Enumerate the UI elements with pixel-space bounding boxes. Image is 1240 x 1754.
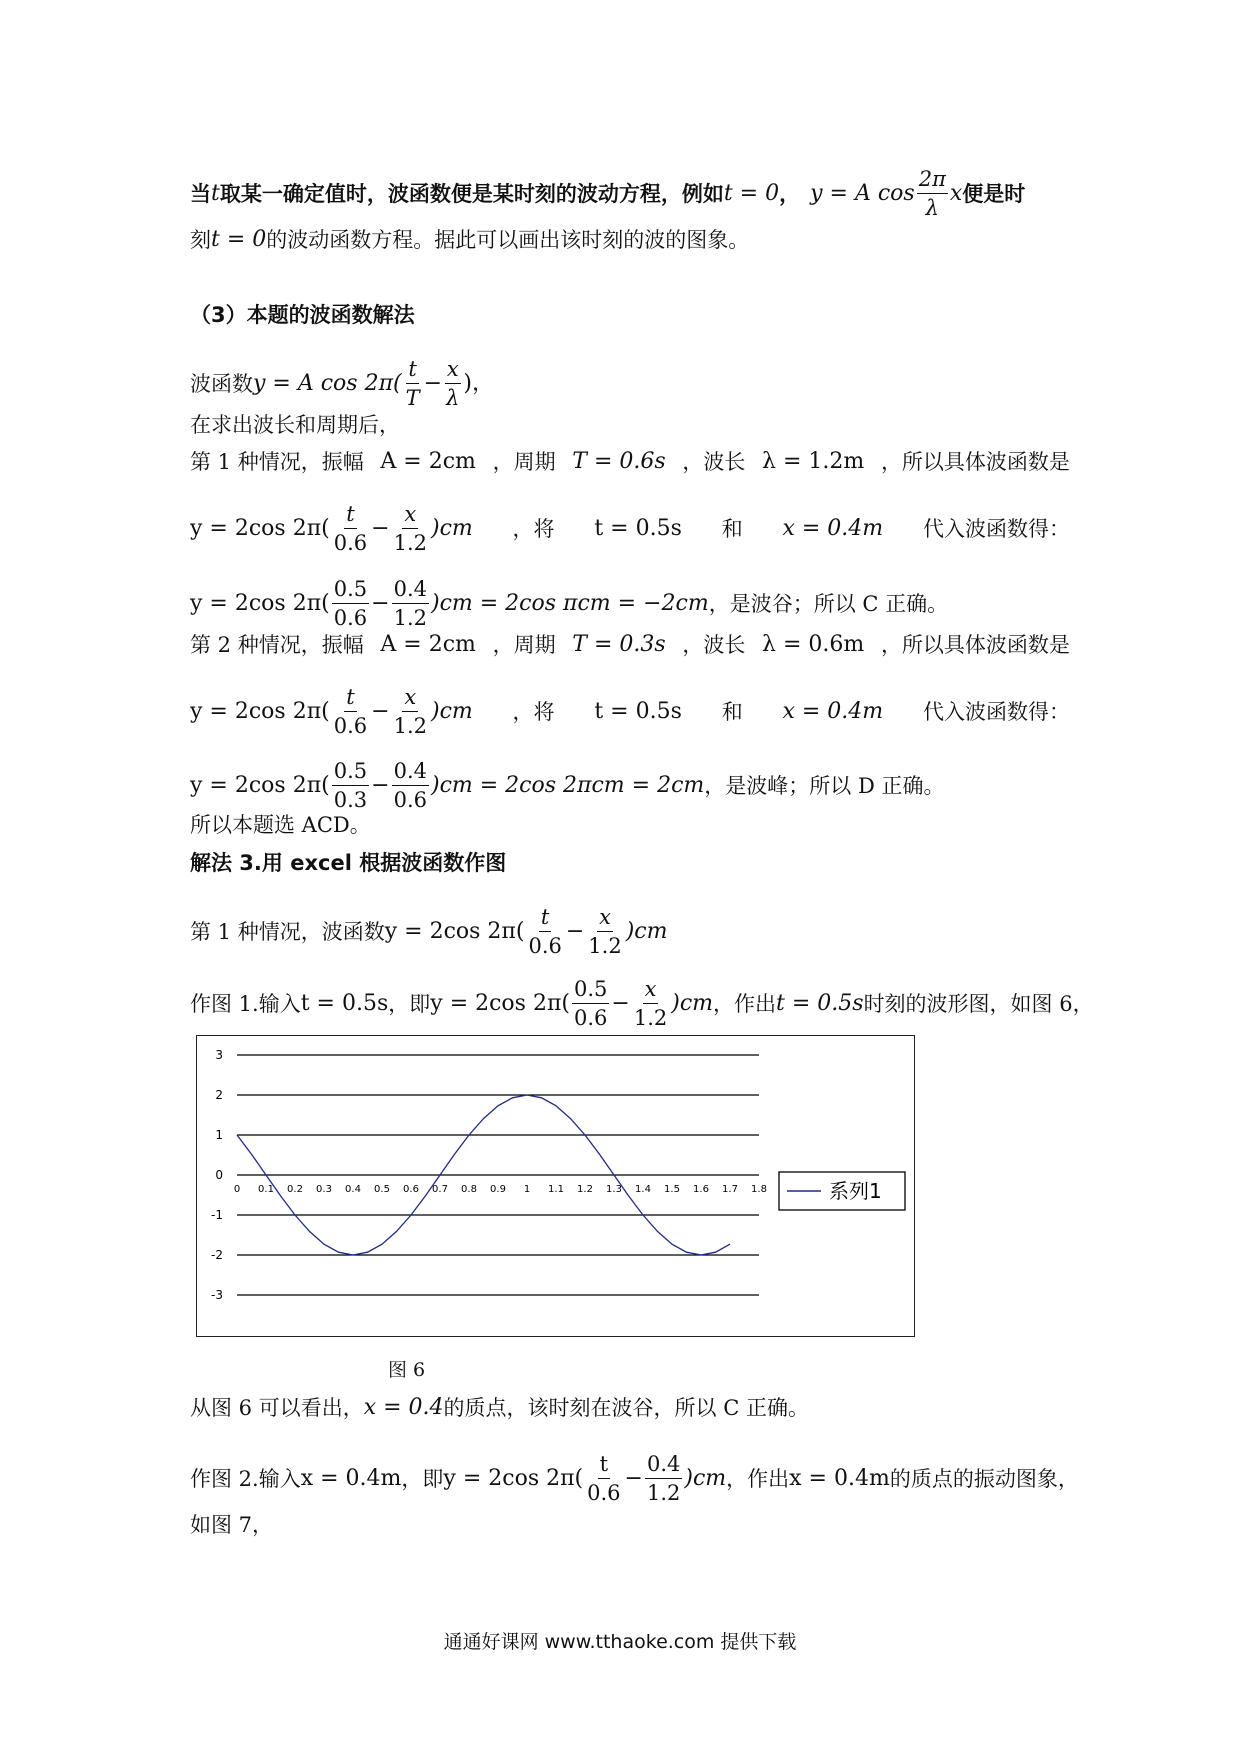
figure-2-instruction [190, 1450, 1079, 1507]
eq-end: )cm = 2cos 2πcm = 2cm [430, 772, 705, 798]
fraction [917, 165, 948, 222]
wavelength: λ = 0.6m [762, 632, 865, 657]
denominator: 1.2 [633, 1006, 668, 1030]
text: 刻 [190, 228, 211, 252]
denominator: 0.6 [333, 714, 368, 738]
text: 的质点，该时刻在波谷，所以 C 正确。 [443, 1396, 809, 1420]
x-tick-label: 1.7 [722, 1184, 738, 1195]
text: ，是波峰；所以 D 正确。 [704, 773, 945, 798]
eq-left: y = 2cos 2π( [190, 590, 330, 616]
legend-label: 系列1 [829, 1179, 882, 1203]
minus: − [565, 918, 585, 944]
text: 代入波函数得： [922, 516, 1070, 541]
x-tick-label: 0.2 [287, 1184, 303, 1195]
x-tick-label: 0.3 [316, 1184, 332, 1195]
numerator: x [643, 975, 659, 1004]
eq-left: y = 2cos 2π( [443, 1465, 584, 1491]
x-value: x = 0.4m [300, 1465, 402, 1491]
eq-left: y = 2cos 2π( [190, 698, 330, 724]
chart-svg [197, 1036, 913, 1335]
denominator: T [405, 386, 420, 410]
figure-1-instruction [190, 975, 1094, 1032]
eq-end: )， [463, 370, 494, 396]
x-tick-label: 0.5 [374, 1184, 390, 1195]
case-2-line [190, 630, 1070, 660]
minus: − [624, 1465, 643, 1491]
eq-left: y = A cos 2π( [253, 370, 402, 396]
period: T = 0.3s [572, 632, 666, 657]
denominator: 0.6 [333, 531, 368, 555]
paragraph-after-solving [190, 410, 1070, 440]
fraction [392, 500, 429, 557]
x-tick-label: 0 [233, 1184, 241, 1195]
case-1-result-line [190, 575, 1070, 632]
eq-x: x [949, 180, 963, 206]
fraction [645, 1450, 682, 1507]
eq-left: y = A cos [810, 180, 915, 206]
fraction [392, 683, 429, 740]
equation-y-acos [810, 165, 962, 222]
equation [190, 575, 709, 632]
denominator: 0.6 [587, 1481, 621, 1505]
text: 第 1 种情况，波函数 [190, 919, 385, 944]
equation-wave-function [253, 355, 494, 412]
x-tick-label: 1.3 [606, 1184, 622, 1195]
figure-caption: 图 6 [388, 1359, 426, 1381]
numerator: t [344, 500, 356, 529]
denominator: 1.2 [646, 1481, 681, 1505]
numerator: 0.5 [572, 975, 609, 1004]
method-3-heading [190, 848, 1070, 878]
text: 如图 7， [190, 1513, 274, 1537]
text: ，即 [388, 991, 431, 1016]
text: ，所以具体波函数是 [880, 450, 1070, 474]
x-value: x = 0.4m [782, 698, 884, 724]
minus: − [371, 590, 390, 616]
denominator: 0.6 [333, 606, 368, 630]
math-t: t [211, 180, 220, 206]
case-2-equation-line [190, 683, 1070, 740]
equation [190, 757, 704, 814]
denominator: 1.2 [393, 714, 427, 738]
denominator: λ [446, 386, 460, 410]
text: ，作出 [726, 1466, 790, 1491]
text: ，是波谷；所以 C 正确。 [708, 591, 949, 616]
method-3-case-1-line [190, 903, 1070, 960]
denominator: 0.6 [393, 788, 427, 812]
numerator: x [445, 355, 461, 384]
numerator: 0.5 [332, 575, 369, 604]
text: 当 [190, 181, 211, 206]
eq-end: )cm [430, 698, 473, 724]
equation [190, 500, 473, 557]
x-tick-label: 0.6 [403, 1184, 419, 1195]
minus: − [371, 698, 390, 724]
numerator: x [597, 903, 613, 932]
fraction [332, 500, 369, 557]
text: 的质点的振动图象， [889, 1466, 1079, 1491]
eq-left: y = 2cos 2π( [190, 515, 330, 541]
text: ，波长 [682, 450, 746, 474]
heading-text: 解法 3.用 excel 根据波函数作图 [190, 851, 507, 875]
y-tick-label: 3 [215, 1048, 223, 1062]
numerator: 0.4 [392, 757, 429, 786]
y-tick-label: 1 [215, 1128, 223, 1142]
text: 和 [721, 699, 743, 724]
fraction [572, 975, 609, 1032]
paragraph-line-2 [190, 225, 1070, 255]
eq-left: y = 2cos 2π( [190, 772, 330, 798]
fraction [332, 575, 369, 632]
y-tick-label: 2 [215, 1088, 223, 1102]
text: 第 2 种情况，振幅 [190, 633, 364, 657]
equation [385, 903, 668, 960]
x-tick-label: 1 [523, 1184, 531, 1195]
conclusion-line [190, 810, 1070, 840]
figure-6-chart [196, 1035, 915, 1337]
eq-end: )cm [430, 515, 473, 541]
denominator: 1.2 [393, 606, 427, 630]
eq-left: y = 2cos 2π( [430, 990, 570, 1016]
eq-left: y = 2cos 2π( [384, 918, 525, 944]
x-value: x = 0.4m [789, 1465, 890, 1491]
x-value: x = 0.4m [782, 515, 884, 541]
fraction [392, 757, 429, 814]
case-2-result-line [190, 757, 1070, 814]
text: ，周期 [492, 633, 556, 657]
y-tick-label: 0 [215, 1168, 223, 1182]
fraction [586, 903, 623, 960]
section-heading-3 [190, 300, 1070, 330]
text: 的波动函数方程。据此可以画出该时刻的波的图象。 [266, 228, 750, 252]
eq-end: )cm [684, 1465, 727, 1491]
fraction [392, 575, 429, 632]
eq-end: )cm [671, 990, 714, 1016]
numerator: t [598, 1450, 610, 1479]
text: 第 1 种情况，振幅 [190, 450, 364, 474]
numerator: t [344, 683, 356, 712]
x-tick-label: 0.1 [258, 1184, 274, 1195]
equation [190, 683, 473, 740]
fraction [332, 757, 369, 814]
text: ，将 [512, 699, 555, 724]
text: ，波长 [682, 633, 746, 657]
t-value: t = 0.5s [594, 698, 682, 724]
numerator: t [406, 355, 418, 384]
text: ，将 [512, 516, 555, 541]
fraction [404, 355, 422, 412]
figure-7-reference [190, 1510, 1070, 1540]
fraction [585, 1450, 622, 1507]
equation [443, 1450, 726, 1507]
y-tick-label: -1 [211, 1208, 223, 1222]
denominator: λ [925, 196, 939, 220]
minus: − [371, 772, 390, 798]
amplitude: A = 2cm [380, 449, 476, 474]
x-tick-label: 1.1 [548, 1184, 564, 1195]
text: 从图 6 可以看出， [190, 1396, 364, 1420]
eq-end: )cm [625, 918, 668, 944]
wavelength: λ = 1.2m [762, 449, 865, 474]
text: 取某一确定值时，波函数便是某时刻的波动方程，例如 [219, 181, 724, 206]
fraction [526, 903, 563, 960]
x-tick-label: 0.4 [345, 1184, 361, 1195]
x-value: x = 0.4 [363, 1395, 444, 1420]
text: 和 [721, 516, 743, 541]
numerator: 2π [917, 165, 948, 194]
denominator: 1.2 [588, 934, 622, 958]
t-value: t = 0.5s [776, 990, 864, 1016]
t-value: t = 0.5s [300, 990, 389, 1016]
text: ，作出 [713, 991, 777, 1016]
denominator: 0.3 [333, 788, 368, 812]
text: 时刻的波形图，如图 6， [863, 991, 1094, 1016]
text: 所以本题选 ACD。 [190, 813, 371, 837]
eq-end: )cm = 2cos πcm = −2cm [430, 590, 709, 616]
numerator: x [402, 683, 418, 712]
text: ， [779, 181, 801, 206]
paragraph-wave-equation-intro [190, 165, 1070, 222]
x-tick-label: 1.6 [693, 1184, 709, 1195]
text: ，所以具体波函数是 [880, 633, 1070, 657]
t-value: t = 0.5s [594, 515, 682, 541]
math-t-zero: t = 0 [723, 180, 780, 206]
text: 便是时 [962, 181, 1026, 206]
denominator: 0.6 [574, 1006, 608, 1030]
numerator: 0.4 [645, 1450, 682, 1479]
x-tick-label: 1.8 [751, 1184, 767, 1195]
math-t-zero: t = 0 [211, 227, 267, 252]
y-tick-label: -2 [211, 1248, 223, 1262]
observation-line [190, 1393, 1070, 1423]
amplitude: A = 2cm [380, 632, 476, 657]
text: 作图 2.输入 [190, 1466, 301, 1491]
heading-text: （3）本题的波函数解法 [190, 303, 415, 327]
text: 代入波函数得： [922, 699, 1070, 724]
text: 在求出波长和周期后， [190, 413, 400, 437]
denominator: 1.2 [393, 531, 427, 555]
x-tick-label: 1.2 [577, 1184, 593, 1195]
equation [430, 975, 713, 1032]
x-tick-label: 1.4 [635, 1184, 651, 1195]
text: 作图 1.输入 [190, 991, 301, 1016]
minus: − [423, 370, 443, 396]
fraction [332, 683, 369, 740]
x-tick-label: 1.5 [664, 1184, 680, 1195]
x-tick-label: 0.8 [461, 1184, 477, 1195]
text: 波函数 [190, 371, 253, 396]
text: ，周期 [492, 450, 556, 474]
x-tick-label: 0.7 [432, 1184, 448, 1195]
minus: − [611, 990, 630, 1016]
denominator: 0.6 [528, 934, 562, 958]
numerator: 0.5 [332, 757, 369, 786]
case-1-equation-line [190, 500, 1070, 557]
fraction [444, 355, 461, 412]
period: T = 0.6s [572, 449, 666, 474]
text: ，即 [401, 1466, 444, 1491]
numerator: x [402, 500, 418, 529]
numerator: t [539, 903, 551, 932]
x-tick-label: 0.9 [490, 1184, 506, 1195]
y-tick-label: -3 [211, 1288, 223, 1302]
footer-text: 通通好课网 www.tthaoke.com 提供下载 [443, 1631, 797, 1653]
minus: − [371, 515, 390, 541]
fraction [632, 975, 669, 1032]
case-1-line [190, 447, 1070, 477]
numerator: 0.4 [392, 575, 429, 604]
wave-function-line [190, 355, 1070, 412]
